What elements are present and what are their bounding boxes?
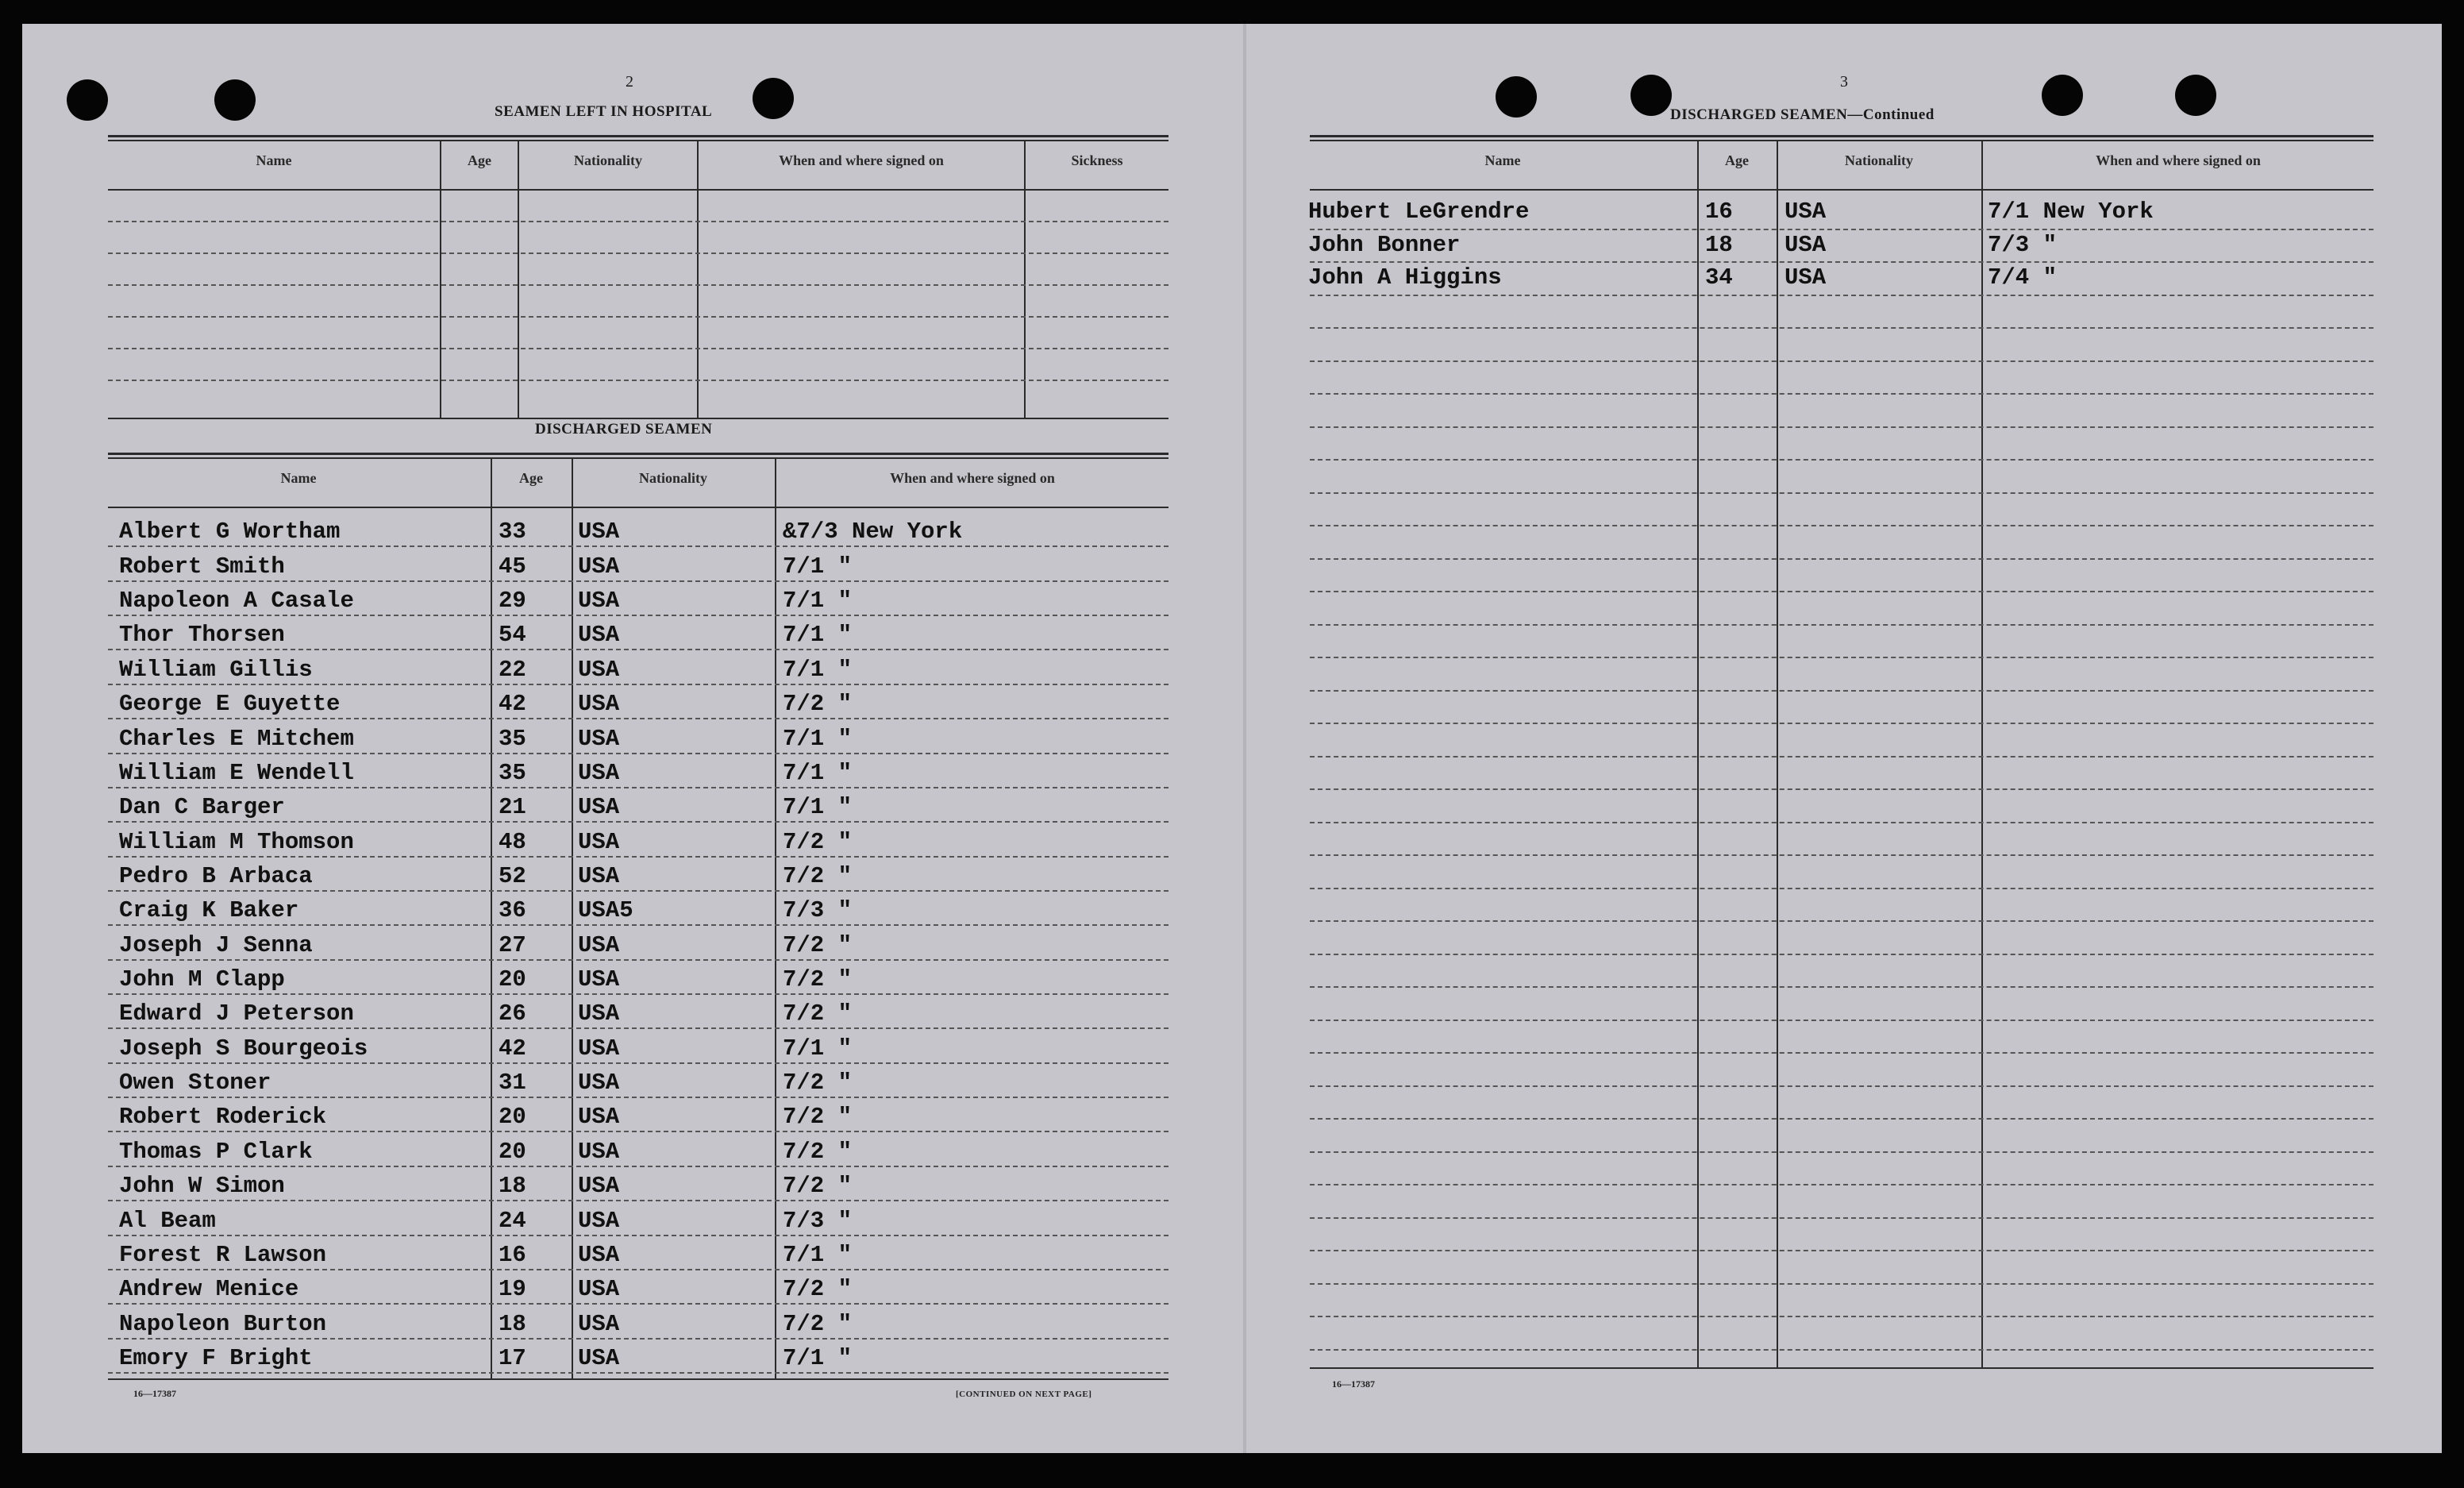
seaman-name: Joseph J Senna (119, 932, 313, 958)
row-line (108, 580, 1168, 582)
seaman-signed-on: 7/2 " (783, 863, 853, 889)
seaman-signed-on: 7/2 " (783, 691, 853, 717)
row-line (1310, 854, 2374, 856)
header-rule (1310, 189, 2374, 191)
table-bottom-rule (108, 1378, 1168, 1380)
seaman-age: 36 (499, 897, 526, 923)
seaman-name: John W Simon (119, 1173, 285, 1199)
seaman-name: William Gillis (119, 657, 313, 683)
seaman-nationality: USA (578, 518, 620, 545)
table-bottom-rule (108, 418, 1168, 419)
punch-hole (753, 78, 794, 119)
seaman-age: 26 (499, 1000, 526, 1027)
col-divider (572, 457, 573, 1378)
row-line (108, 252, 1168, 254)
row-line (1310, 1052, 2374, 1054)
row-line (108, 380, 1168, 381)
title-text: DISCHARGED SEAMEN (1670, 106, 1848, 123)
seaman-nationality: USA (578, 1139, 620, 1165)
col-divider (518, 140, 519, 419)
row-line (108, 1131, 1168, 1132)
row-line (1310, 690, 2374, 692)
seaman-signed-on: 7/3 " (783, 1208, 853, 1234)
seaman-name: Hubert LeGrendre (1308, 199, 1530, 225)
seaman-nationality: USA (578, 829, 620, 855)
seaman-signed-on: 7/2 " (783, 1139, 853, 1165)
seaman-signed-on: 7/2 " (783, 1311, 853, 1337)
seaman-age: 18 (499, 1173, 526, 1199)
seaman-age: 42 (499, 691, 526, 717)
row-line (1310, 558, 2374, 560)
row-line (1310, 1085, 2374, 1087)
seaman-name: John M Clapp (119, 966, 285, 993)
row-line (108, 1372, 1168, 1374)
seaman-signed-on: 7/3 " (783, 897, 853, 923)
row-line (1310, 327, 2374, 329)
seaman-signed-on: 7/1 " (783, 657, 853, 683)
row-line (1310, 1184, 2374, 1185)
seaman-signed-on: 7/1 " (783, 588, 853, 614)
col-header-nationality: Nationality (1844, 152, 1913, 168)
seaman-age: 48 (499, 829, 526, 855)
row-line (1310, 1118, 2374, 1120)
row-line (108, 1062, 1168, 1064)
row-line (108, 348, 1168, 349)
col-divider (440, 140, 441, 419)
row-line (1310, 492, 2374, 494)
punch-hole (1496, 76, 1537, 118)
row-line (1310, 920, 2374, 922)
row-line (108, 1097, 1168, 1098)
seaman-age: 20 (499, 1104, 526, 1130)
row-line (1310, 229, 2374, 230)
row-line (108, 1200, 1168, 1201)
seaman-age: 18 (499, 1311, 526, 1337)
row-line (108, 1166, 1168, 1167)
seaman-signed-on: 7/2 " (783, 1173, 853, 1199)
seaman-signed-on: 7/1 " (783, 1242, 853, 1268)
seaman-nationality: USA (578, 1173, 620, 1199)
punch-hole (1630, 75, 1672, 116)
seaman-name: Dan C Barger (119, 794, 285, 820)
row-line (1310, 459, 2374, 461)
seaman-nationality: USA (578, 1311, 620, 1337)
col-divider (697, 140, 699, 419)
row-line (108, 959, 1168, 961)
row-line (108, 753, 1168, 754)
seaman-age: 35 (499, 726, 526, 752)
seaman-age: 35 (499, 760, 526, 786)
seaman-nationality: USA (578, 863, 620, 889)
seaman-nationality: USA (578, 726, 620, 752)
row-line (108, 1303, 1168, 1305)
col-divider (775, 457, 776, 1378)
seaman-signed-on: 7/2 " (783, 966, 853, 993)
seaman-name: Joseph S Bourgeois (119, 1035, 368, 1062)
seaman-age: 31 (499, 1070, 526, 1096)
table-top-rule (108, 453, 1168, 455)
row-line (1310, 1020, 2374, 1021)
seaman-nationality: USA (1784, 199, 1827, 225)
seaman-nationality: USA (578, 1208, 620, 1234)
seaman-signed-on: 7/3 " (1988, 232, 2058, 258)
row-line (1310, 1217, 2374, 1219)
seaman-nationality: USA (578, 622, 620, 648)
seaman-age: 19 (499, 1276, 526, 1302)
seaman-signed-on: &7/3 New York (783, 518, 963, 545)
seaman-age: 24 (499, 1208, 526, 1234)
row-line (108, 1269, 1168, 1270)
seaman-name: William E Wendell (119, 760, 354, 786)
seaman-nationality: USA (578, 1242, 620, 1268)
seaman-age: 20 (499, 966, 526, 993)
row-line (1310, 657, 2374, 658)
discharged-section-title: DISCHARGED SEAMEN (535, 421, 713, 438)
seaman-signed-on: 7/1 " (783, 1035, 853, 1062)
table-top-rule (1310, 140, 2374, 141)
seaman-age: 29 (499, 588, 526, 614)
seaman-name: John Bonner (1308, 232, 1461, 258)
row-line (108, 1027, 1168, 1029)
seaman-age: 21 (499, 794, 526, 820)
row-line (1310, 954, 2374, 955)
seaman-nationality: USA (578, 1000, 620, 1027)
page-number: 3 (1840, 73, 1848, 91)
col-header-signed-on: When and where signed on (2096, 152, 2261, 168)
row-line (108, 1338, 1168, 1340)
row-line (1310, 624, 2374, 626)
row-line (1310, 360, 2374, 362)
row-line (108, 718, 1168, 719)
seaman-name: Emory F Bright (119, 1345, 313, 1371)
punch-hole (2042, 75, 2083, 116)
seaman-name: Robert Smith (119, 553, 285, 580)
row-line (1310, 723, 2374, 724)
seaman-name: Craig K Baker (119, 897, 299, 923)
seaman-signed-on: 7/2 " (783, 1104, 853, 1130)
row-line (1310, 591, 2374, 592)
form-number: 16—17387 (133, 1388, 176, 1399)
seaman-age: 45 (499, 553, 526, 580)
col-header-signed-on: When and where signed on (890, 470, 1055, 486)
row-line (108, 993, 1168, 995)
seaman-name: Napoleon A Casale (119, 588, 354, 614)
punch-hole (67, 79, 108, 121)
seaman-signed-on: 7/1 " (783, 622, 853, 648)
table-top-rule (108, 135, 1168, 137)
seaman-nationality: USA (578, 966, 620, 993)
seaman-age: 54 (499, 622, 526, 648)
seaman-name: William M Thomson (119, 829, 354, 855)
seaman-signed-on: 7/2 " (783, 829, 853, 855)
row-line (1310, 1283, 2374, 1285)
continued-note: [CONTINUED ON NEXT PAGE] (956, 1390, 1092, 1399)
punch-hole (2175, 75, 2216, 116)
row-line (108, 221, 1168, 222)
seaman-name: Owen Stoner (119, 1070, 271, 1096)
table-top-rule (1310, 135, 2374, 137)
seaman-nationality: USA (1784, 264, 1827, 291)
seaman-name: Napoleon Burton (119, 1311, 327, 1337)
table-bottom-rule (1310, 1367, 2374, 1369)
seaman-age: 16 (1705, 199, 1733, 225)
row-line (1310, 756, 2374, 757)
seaman-age: 27 (499, 932, 526, 958)
row-line (108, 615, 1168, 616)
manifest-sheet (22, 24, 2442, 1453)
row-line (1310, 426, 2374, 428)
row-line (1310, 1250, 2374, 1251)
seaman-nationality: USA (578, 588, 620, 614)
seaman-signed-on: 7/1 " (783, 794, 853, 820)
seaman-name: Thomas P Clark (119, 1139, 313, 1165)
seaman-nationality: USA (578, 1104, 620, 1130)
seaman-nationality: USA5 (578, 897, 633, 923)
row-line (108, 821, 1168, 823)
seaman-signed-on: 7/1 New York (1988, 199, 2154, 225)
seaman-nationality: USA (578, 657, 620, 683)
seaman-age: 18 (1705, 232, 1733, 258)
seaman-age: 42 (499, 1035, 526, 1062)
seaman-age: 17 (499, 1345, 526, 1371)
seaman-name: Al Beam (119, 1208, 216, 1234)
seaman-name: John A Higgins (1308, 264, 1502, 291)
col-divider (491, 457, 492, 1378)
hospital-section-title: SEAMEN LEFT IN HOSPITAL (495, 103, 713, 120)
seaman-name: Forest R Lawson (119, 1242, 327, 1268)
seaman-nationality: USA (578, 1035, 620, 1062)
col-header-sickness: Sickness (1071, 152, 1123, 168)
seaman-age: 22 (499, 657, 526, 683)
row-line (108, 787, 1168, 788)
title-suffix: —Continued (1847, 106, 1935, 123)
col-divider (1024, 140, 1026, 419)
col-header-signed-on: When and where signed on (779, 152, 944, 168)
seaman-name: Robert Roderick (119, 1104, 327, 1130)
row-line (1310, 525, 2374, 526)
seaman-nationality: USA (578, 1276, 620, 1302)
seaman-age: 20 (499, 1139, 526, 1165)
header-rule (108, 189, 1168, 191)
seaman-nationality: USA (578, 932, 620, 958)
row-line (1310, 788, 2374, 790)
row-line (1310, 295, 2374, 296)
seaman-signed-on: 7/2 " (783, 932, 853, 958)
row-line (1310, 393, 2374, 395)
seaman-signed-on: 7/1 " (783, 760, 853, 786)
table-top-rule (108, 457, 1168, 459)
row-line (108, 1235, 1168, 1236)
seaman-age: 16 (499, 1242, 526, 1268)
seaman-name: Edward J Peterson (119, 1000, 354, 1027)
row-line (1310, 1151, 2374, 1153)
row-line (108, 649, 1168, 650)
seaman-nationality: USA (1784, 232, 1827, 258)
row-line (1310, 1349, 2374, 1351)
seaman-signed-on: 7/2 " (783, 1070, 853, 1096)
row-line (1310, 261, 2374, 263)
seaman-name: Charles E Mitchem (119, 726, 354, 752)
row-line (108, 316, 1168, 318)
row-line (108, 890, 1168, 892)
punch-hole (214, 79, 256, 121)
col-header-nationality: Nationality (573, 152, 642, 168)
row-line (1310, 1316, 2374, 1317)
row-line (108, 924, 1168, 926)
seaman-nationality: USA (578, 691, 620, 717)
col-header-age: Age (468, 152, 491, 168)
col-header-name: Name (256, 152, 292, 168)
seaman-name: Andrew Menice (119, 1276, 299, 1302)
col-header-name: Name (1484, 152, 1521, 168)
seaman-nationality: USA (578, 760, 620, 786)
row-line (108, 545, 1168, 547)
row-line (108, 684, 1168, 685)
discharged-continued-title (1670, 106, 1935, 124)
seaman-signed-on: 7/1 " (783, 553, 853, 580)
row-line (108, 284, 1168, 286)
seaman-nationality: USA (578, 794, 620, 820)
header-rule (108, 507, 1168, 508)
table-top-rule (108, 140, 1168, 141)
form-number: 16—17387 (1332, 1378, 1375, 1390)
seaman-age: 33 (499, 518, 526, 545)
col-header-name: Name (280, 470, 317, 486)
row-line (1310, 822, 2374, 823)
seaman-signed-on: 7/2 " (783, 1000, 853, 1027)
seaman-signed-on: 7/2 " (783, 1276, 853, 1302)
seaman-name: Thor Thorsen (119, 622, 285, 648)
seaman-signed-on: 7/1 " (783, 1345, 853, 1371)
seaman-nationality: USA (578, 1345, 620, 1371)
seaman-nationality: USA (578, 1070, 620, 1096)
seaman-name: Albert G Wortham (119, 518, 341, 545)
seaman-name: George E Guyette (119, 691, 341, 717)
col-header-nationality: Nationality (638, 470, 707, 486)
page-number: 2 (626, 73, 633, 91)
col-header-age: Age (1725, 152, 1749, 168)
row-line (1310, 888, 2374, 889)
seaman-nationality: USA (578, 553, 620, 580)
seaman-age: 34 (1705, 264, 1733, 291)
page-fold (1243, 24, 1246, 1453)
seaman-signed-on: 7/4 " (1988, 264, 2058, 291)
seaman-name: Pedro B Arbaca (119, 863, 313, 889)
row-line (108, 856, 1168, 858)
row-line (1310, 986, 2374, 988)
seaman-signed-on: 7/1 " (783, 726, 853, 752)
col-header-age: Age (519, 470, 543, 486)
seaman-age: 52 (499, 863, 526, 889)
